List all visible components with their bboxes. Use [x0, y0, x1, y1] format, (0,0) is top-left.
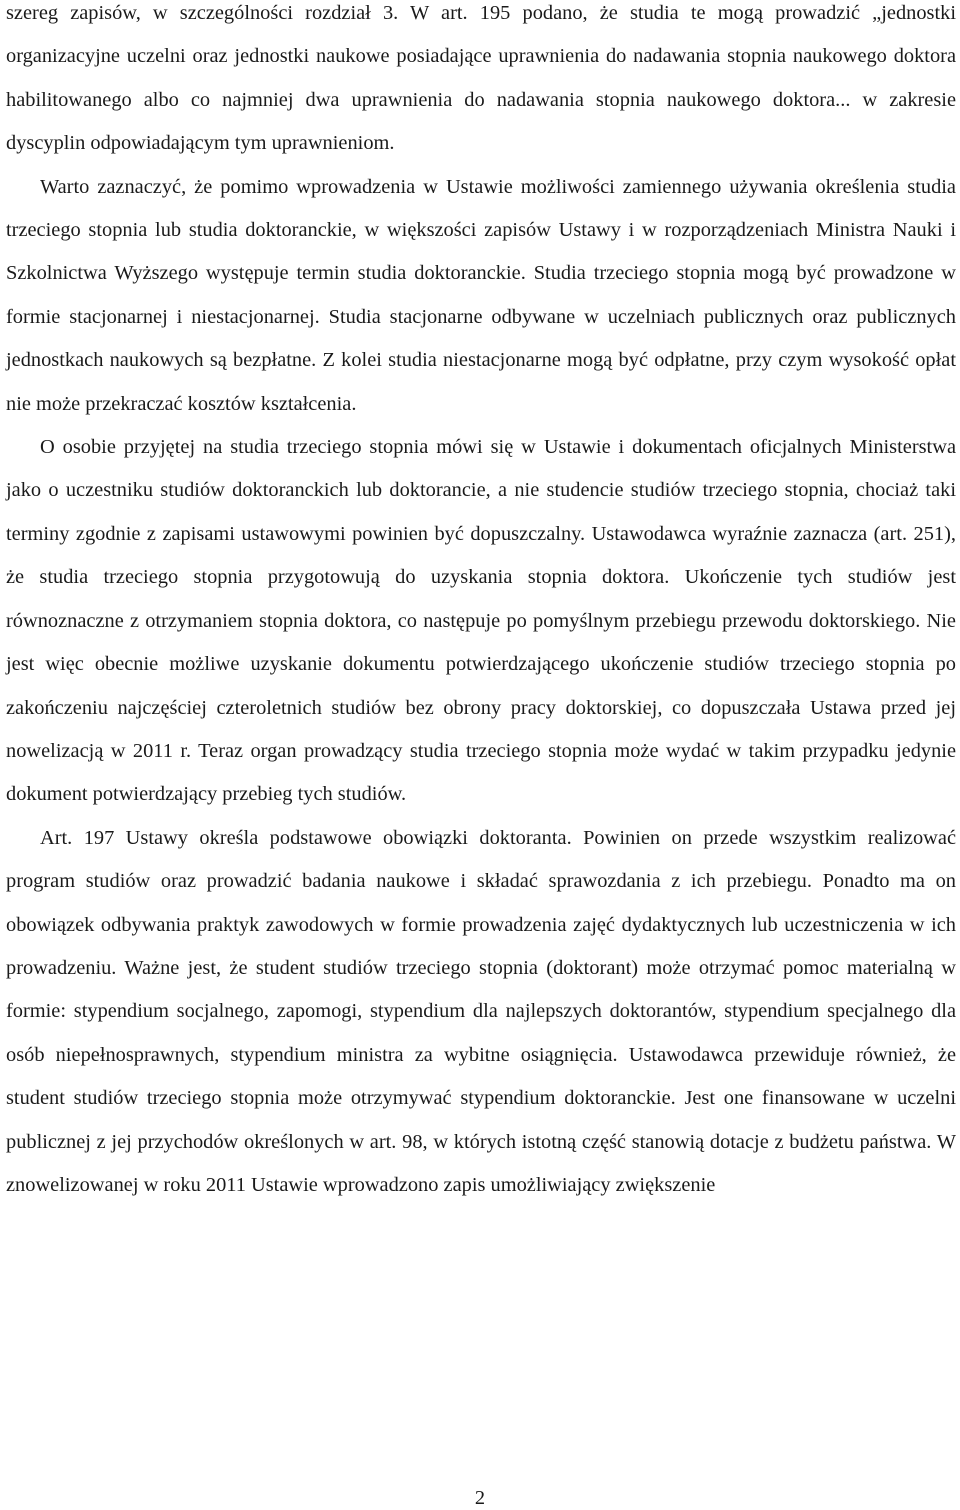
page-number: 2	[474, 1487, 486, 1509]
paragraph-doctoral-obligations: Art. 197 Ustawy określa podstawowe obowiązki doktoranta. Powinien on przede wszystkim realizować program studiów oraz prowadzić badania naukowe i składać sprawozdania z ich przebiegu. Ponadto ma on obowiązek odbywania praktyk zawodowych w formie prowadzenia zajęć dydaktycznych lub uczestniczenia w ich prowadzeniu. Ważne jest, że student studiów trzeciego stopnia (doktorant) może otrzymać pomoc materialną w formie: stypendium socjalnego, zapomogi, stypendium dla najlepszych doktorantów, stypendium specjalnego dla osób niepełnosprawnych, stypendium ministra za wybitne osiągnięcia. Ustawodawca przewiduje również, że student studiów trzeciego stopnia może otrzymywać stypendium doktoranckie. Jest one finansowane w uczelni publicznej z jej przychodów określonych w art. 98, w których istotną część stanowią dotacje z budżetu państwa. W znowelizowanej w roku 2011 Ustawie wprowadzono zapis umożliwiający zwiększenie	[6, 826, 956, 1196]
document-page	[6, 0, 956, 1207]
paragraph-doctoral-status: O osobie przyjętej na studia trzeciego stopnia mówi się w Ustawie i dokumentach oficjalnych Ministerstwa jako o uczestniku studiów doktoranckich lub doktorancie, a nie studencie studiów trzeciego stopnia, chociaż taki terminy zgodnie z zapisami ustawowymi powinien być dopuszczalny. Ustawodawca wyraźnie zaznacza (art. 251), że studia trzeciego stopnia przygotowują do uzyskania stopnia doktora. Ukończenie tych studiów jest równoznaczne z otrzymaniem stopnia doktora, co następuje po pomyślnym przebiegu przewodu doktorskiego. Nie jest więc obecnie możliwe uzyskanie dokumentu potwierdzającego ukończenie studiów trzeciego stopnia po zakończeniu najczęściej czteroletnich studiów bez obrony pracy doktorskiej, co dopuszczała Ustawa przed jej nowelizacją w 2011 r. Teraz organ prowadzący studia trzeciego stopnia może wydać w takim przypadku jedynie dokument potwierdzający przebieg tych studiów.	[6, 436, 956, 806]
paragraph-terminology: Warto zaznaczyć, że pomimo wprowadzenia w Ustawie możliwości zamiennego używania określenia studia trzeciego stopnia lub studia doktoranckie, w większości zapisów Ustawy i w rozporządzeniach Ministra Nauki i Szkolnictwa Wyższego występuje termin studia doktoranckie. Studia trzeciego stopnia mogą być prowadzone w formie stacjonarnej i niestacjonarnej. Studia stacjonarne odbywane w uczelniach publicznych oraz publicznych jednostkach naukowych są bezpłatne. Z kolei studia niestacjonarne mogą być odpłatne, przy czym wysokość opłat nie może przekraczać kosztów kształcenia.	[6, 175, 956, 415]
paragraph-continuation: szereg zapisów, w szczególności rozdział 3. W art. 195 podano, że studia te mogą prowadzić „jednostki organizacyjne uczelni oraz jednostki naukowe posiadające uprawnienia do nadawania stopnia naukowego doktora habilitowanego albo co najmniej dwa uprawnienia do nadawania stopnia naukowego doktora... w zakresie dyscyplin odpowiadającym tym uprawnieniom.	[6, 2, 956, 155]
